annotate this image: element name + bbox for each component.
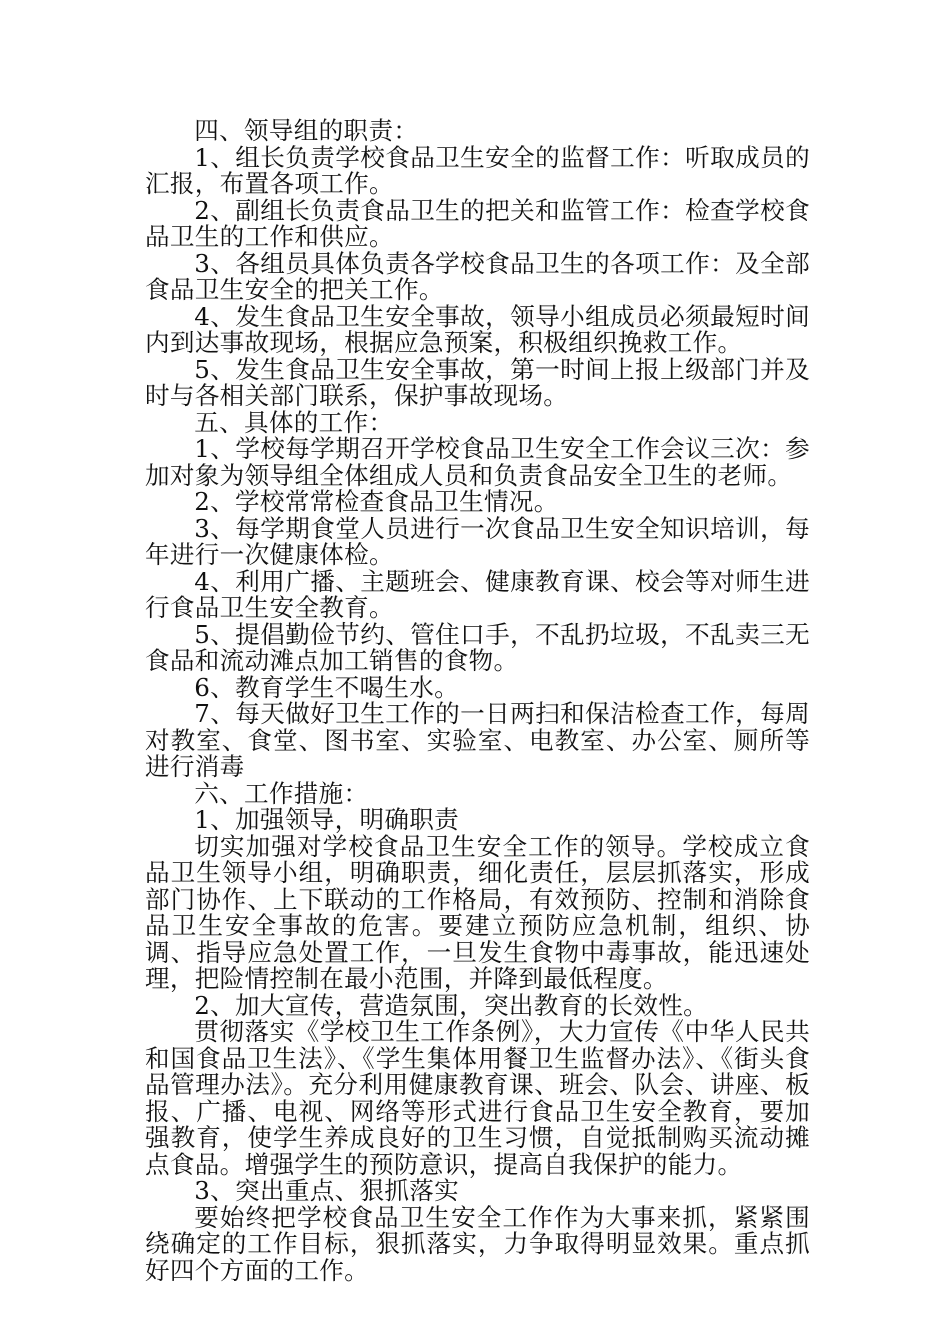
paragraph: 5、发生食品卫生安全事故，第一时间上报上级部门并及时与各相关部门联系，保护事故现场。	[145, 354, 810, 410]
paragraph: 要始终把学校食品卫生安全工作作为大事来抓，紧紧围绕确定的工作目标，狠抓落实，力争取得明显效果。重点抓好四个方面的工作。	[145, 1202, 810, 1285]
paragraph: 7、每天做好卫生工作的一日两扫和保洁检查工作，每周对教室、食堂、图书室、实验室、电教室、办公室、厕所等进行消毒	[145, 699, 810, 781]
paragraph: 2、学校常常检查食品卫生情况。	[194, 487, 559, 516]
subheading: 3、突出重点、狠抓落实	[194, 1176, 460, 1205]
paragraph: 4、发生食品卫生安全事故，领导小组成员必须最短时间内到达事故现场，根据应急预案，积极组织挽救工作。	[145, 301, 810, 357]
paragraph: 4、利用广播、主题班会、健康教育课、校会等对师生进行食品卫生安全教育。	[145, 566, 810, 622]
subheading: 2、加大宣传，营造氛围，突出教育的长效性。	[194, 990, 709, 1020]
paragraph: 贯彻落实《学校卫生工作条例》，大力宣传《中华人民共和国食品卫生法》、《学生集体用餐卫生监督办法》、《街头食品管理办法》。充分利用健康教育课、班会、队会、讲座、板报、广播、电视、网络等形式进行食品卫生安全教育，要加强教育，使学生养成良好的卫生习惯，自觉抵制购买流动摊点食品。增强学生的预防意识，提高自我保护的能力。	[145, 1017, 810, 1179]
paragraph: 切实加强对学校食品卫生安全工作的领导。学校成立食品卫生领导小组，明确职责，细化责任，层层抓落实，形成部门协作、上下联动的工作格局，有效预防、控制和消除食品卫生安全事故的危害。要建立预防应急机制，组织、协调、指导应急处置工作，一旦发生食物中毒事故，能迅速处理，把险情控制在最小范围，并降到最低程度。	[145, 831, 810, 993]
section-heading-duties: 四、领导组的职责：	[194, 116, 419, 145]
section-heading-specific-work: 五、具体的工作：	[194, 407, 394, 437]
section-heading-measures: 六、工作措施：	[194, 778, 369, 808]
subheading: 1、加强领导，明确职责	[194, 805, 460, 834]
paragraph: 5、提倡勤俭节约、管住口手，不乱扔垃圾，不乱卖三无食品和流动滩点加工销售的食物。	[145, 619, 810, 675]
paragraph: 1、组长负责学校食品卫生安全的监督工作：听取成员的汇报，布置各项工作。	[145, 142, 810, 198]
paragraph: 3、每学期食堂人员进行一次食品卫生安全知识培训，每年进行一次健康体检。	[145, 513, 810, 569]
paragraph: 6、教育学生不喝生水。	[194, 672, 460, 702]
paragraph: 1、学校每学期召开学校食品卫生安全工作会议三次：参加对象为领导组全体组成人员和负责食品安全卫生的老师。	[145, 434, 810, 490]
paragraph: 2、副组长负责食品卫生的把关和监管工作：检查学校食品卫生的工作和供应。	[145, 195, 810, 251]
paragraph: 3、各组员具体负责各学校食品卫生的各项工作：及全部食品卫生安全的把关工作。	[145, 248, 810, 304]
document-body	[145, 118, 810, 1284]
